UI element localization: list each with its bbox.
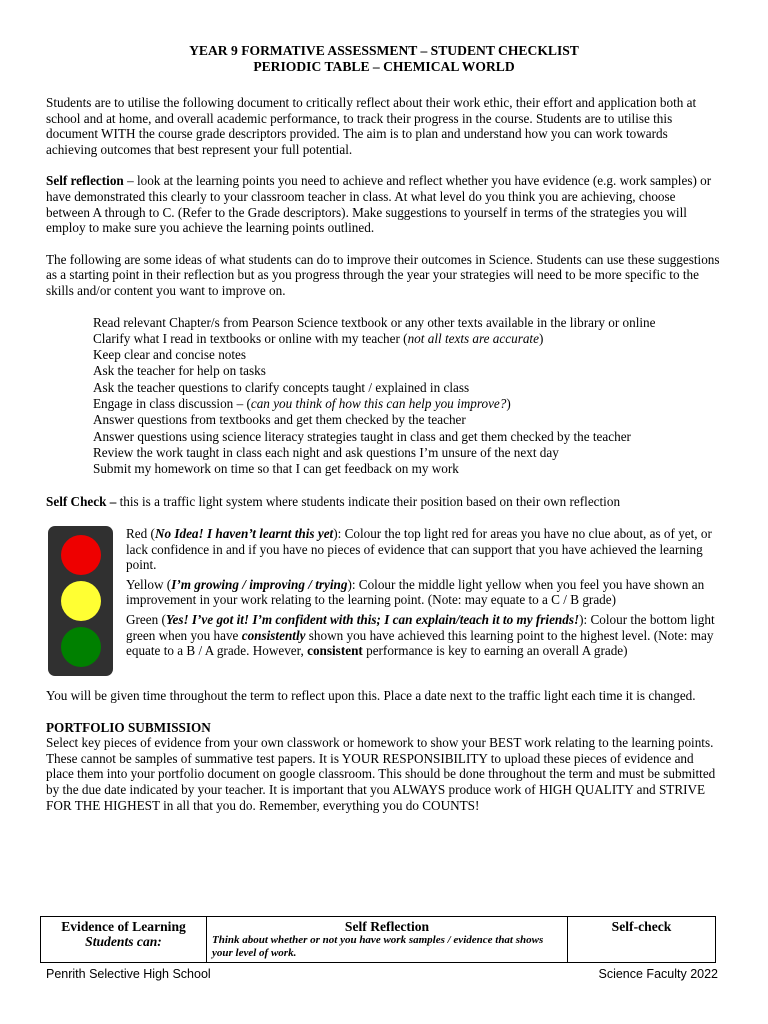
time-note-paragraph: You will be given time throughout the term to reflect upon this. Place a date next to the traffic light each time it is changed.: [46, 688, 696, 704]
green-light-icon: [61, 627, 101, 667]
traffic-light-descriptions: [126, 526, 722, 676]
footer-school: Penrith Selective High School: [46, 967, 211, 981]
yellow-light-icon: [61, 581, 101, 621]
portfolio-paragraph: Select key pieces of evidence from your own classwork or homework to show your BEST work relating to the learning points. These cannot be samples of summative test papers. It is YOUR RESPONSIBILITY to upload these pieces of evidence and place them into your portfolio document on google classroom. This should be done throughout the term and must be submitted by the due date indicated by your teacher. It is important that you ALWAYS produce work of HIGH QUALITY and STRIVE FOR THE HIGHEST in all that you do. Remember, everything you do COUNTS!: [46, 735, 716, 813]
list-item: Answer questions using science literacy strategies taught in class and get them checked by the teacher: [93, 428, 631, 444]
table-header-self-check: Self-check: [568, 917, 716, 963]
self-check-paragraph: [46, 494, 722, 510]
red-description: Red (No Idea! I haven’t learnt this yet): Colour the top light red for areas you have no clue about, as of yet, or lack confidence in and if you have no pieces of evidence that can support that you have achieved the learning point.: [126, 526, 712, 573]
list-item: Ask the teacher questions to clarify concepts taught / explained in class: [93, 379, 470, 395]
list-item: Ask the teacher for help on tasks: [93, 363, 266, 379]
evidence-table: [40, 916, 716, 963]
table-header-evidence: Evidence of Learning Students can:: [41, 917, 207, 963]
list-item: Read relevant Chapter/s from Pearson Science textbook or any other texts available in the library or online: [93, 314, 656, 330]
table-row: [41, 917, 716, 963]
title-line-2: PERIODIC TABLE – CHEMICAL WORLD: [253, 59, 515, 74]
document-body: [46, 43, 722, 813]
traffic-light-icon: [48, 526, 113, 676]
ideas-list: [46, 315, 722, 478]
self-reflection-label: Self reflection: [46, 173, 124, 189]
table-header-self-reflection: Self Reflection Think about whether or not you have work samples / evidence that shows your level of work.: [207, 917, 568, 963]
list-item: Clarify what I read in textbooks or online with my teacher (not all texts are accurate): [93, 330, 544, 346]
self-check-text: this is a traffic light system where students indicate their position based on their own reflection: [116, 493, 621, 509]
list-item: Review the work taught in class each night and ask questions I’m unsure of the next day: [93, 444, 559, 460]
footer-faculty: Science Faculty 2022: [598, 967, 718, 981]
self-reflection-text: – look at the learning points you need to achieve and reflect whether you have evidence (e.g. work samples) or have demonstrated this clearly to your classroom teacher in class. At what level do you think you are achieving, choose between A through to C. (Refer to the Grade descriptors). Make suggestions to yourself in terms of the strategies you will employ to make sure you achieve the learning points outlined.: [46, 173, 712, 236]
list-item: Answer questions from textbooks and get them checked by the teacher: [93, 412, 466, 428]
yellow-description: Yellow (I’m growing / improving / trying): Colour the middle light yellow when you feel you have shown an improvement in your work relating to the learning point. (Note: may equate to a C / B grade): [126, 576, 705, 608]
self-reflection-paragraph: [46, 173, 722, 235]
self-check-label: Self Check –: [46, 493, 117, 509]
ideas-intro-paragraph: The following are some ideas of what students can do to improve their outcomes in Science. Students can use these suggestions as a starting point in their reflection but as you progress through the year your strategies will need to be more specific to the skills and/or content you want to improve on.: [46, 251, 720, 298]
list-item: Keep clear and concise notes: [93, 347, 247, 363]
red-light-icon: [61, 535, 101, 575]
list-item: Submit my homework on time so that I can get feedback on my work: [93, 461, 459, 477]
green-description: Green (Yes! I’ve got it! I’m confident with this; I can explain/teach it to my friends!): Colour the bottom light green when you have consistently shown you have achieved this learning point to the highest level. (Note: may equate to a B / A grade. However, consistent performance is key to earning an overall A grade): [126, 612, 715, 659]
portfolio-heading: PORTFOLIO SUBMISSION: [46, 719, 211, 735]
traffic-light-section: [46, 526, 722, 676]
list-item: Engage in class discussion – (can you think of how this can help you improve?): [93, 396, 511, 412]
title-line-1: YEAR 9 FORMATIVE ASSESSMENT – STUDENT CHECKLIST: [189, 43, 579, 58]
intro-paragraph: Students are to utilise the following document to critically reflect about their work ethic, their effort and application both at school and at home, and overall academic performance, to track their progress in the course. Students are to utilise this document WITH the course grade descriptors provided. The aim is to plan and understand how you can work towards achieving outcomes that best represent your full potential.: [46, 95, 697, 157]
